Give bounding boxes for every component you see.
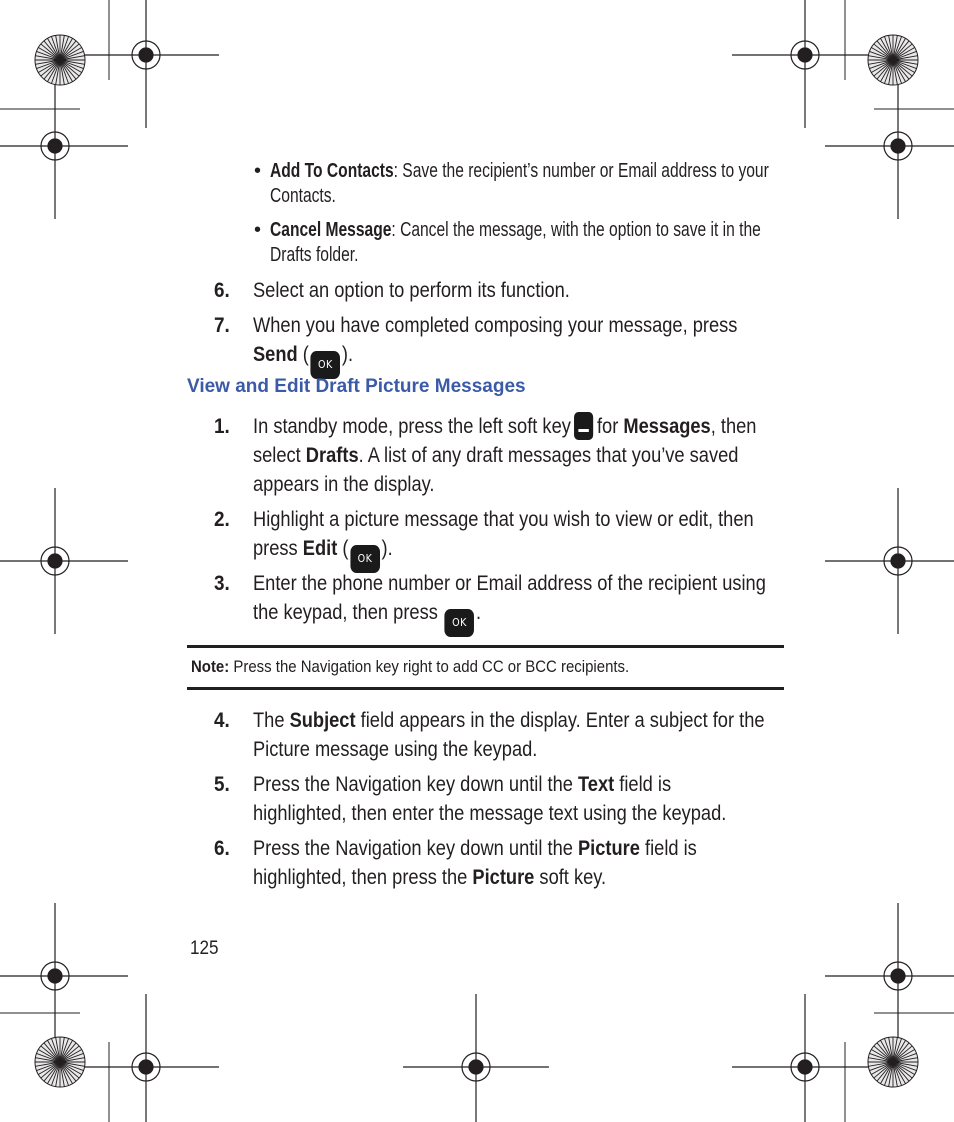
- bullet-text: : Cancel the message, with the option to save it in the: [391, 219, 761, 241]
- step-text: , then: [710, 415, 757, 438]
- step-text: highlighted, then enter the message text using the keypad.: [253, 802, 727, 825]
- step-number: 3.: [214, 572, 230, 595]
- paren-close: ).: [381, 537, 393, 560]
- bullet-dot: •: [254, 219, 262, 241]
- note: [191, 656, 629, 678]
- paren-open: (: [337, 537, 349, 560]
- step-text: highlighted, then press the: [253, 866, 468, 889]
- step-text: . A list of any draft messages that you’ve saved: [358, 444, 739, 467]
- note-rule-bottom: [187, 687, 784, 690]
- drafts-label: Drafts: [305, 444, 359, 467]
- step-text: Press the Navigation key down until the: [253, 837, 573, 860]
- step-number: 5.: [214, 773, 230, 796]
- bullet-text-continued: Drafts folder.: [270, 244, 359, 266]
- step-text: press: [253, 537, 298, 560]
- picture-softkey-label: Picture: [472, 866, 535, 889]
- step-text: Select an option to perform its function.: [253, 279, 570, 302]
- step-text: Enter the phone number or Email address of the recipient using: [253, 572, 766, 595]
- step-text: Press the Navigation key down until the: [253, 773, 573, 796]
- step-number: 2.: [214, 508, 230, 531]
- ok-key-icon: OK: [350, 545, 380, 573]
- step-number: 6.: [214, 279, 230, 302]
- send-label: Send: [253, 343, 298, 366]
- step-text: In standby mode, press the left soft key: [253, 415, 571, 438]
- bullet-text: : Save the recipient’s number or Email address to your: [393, 160, 769, 182]
- paren-close: ).: [341, 343, 354, 366]
- step-text: Highlight a picture message that you wish to view or edit, then: [253, 508, 754, 531]
- section-heading: View and Edit Draft Picture Messages: [187, 376, 526, 397]
- step-number: 4.: [214, 709, 230, 732]
- step-text: the keypad, then press: [253, 601, 438, 624]
- picture-label: Picture: [577, 837, 640, 860]
- ok-key-icon: OK: [311, 351, 341, 379]
- step-text: for: [596, 415, 619, 438]
- paren-open: (: [297, 343, 309, 366]
- bullet-dot: •: [254, 160, 262, 182]
- messages-label: Messages: [623, 415, 711, 438]
- bullet-text-continued: Contacts.: [270, 185, 336, 207]
- step-text: The: [253, 709, 285, 732]
- step-text: Picture message using the keypad.: [253, 738, 538, 761]
- step-number: 6.: [214, 837, 230, 860]
- step-number: 7.: [214, 314, 230, 337]
- step-number: 1.: [214, 415, 230, 438]
- note-rule-top: [187, 645, 784, 648]
- subject-label: Subject: [289, 709, 356, 732]
- step-text: field appears in the display. Enter a subject for the: [360, 709, 765, 732]
- left-soft-key-icon: [574, 412, 593, 440]
- step-text: field is: [619, 773, 672, 796]
- text-label: Text: [577, 773, 615, 796]
- bullet-label: Cancel Message: [270, 219, 392, 241]
- ok-key-icon: OK: [445, 609, 475, 637]
- step-text: soft key.: [539, 866, 607, 889]
- step-text: appears in the display.: [253, 473, 435, 496]
- note-label: Note:: [191, 657, 230, 676]
- step-text: field is: [645, 837, 697, 860]
- step-text: select: [253, 444, 301, 467]
- period: .: [476, 601, 482, 624]
- edit-label: Edit: [302, 537, 338, 560]
- note-text: Press the Navigation key right to add CC or BCC recipients.: [233, 657, 630, 676]
- step-text: When you have completed composing your message, press: [253, 314, 738, 337]
- bullet-label: Add To Contacts: [270, 160, 394, 182]
- page-number: 125: [190, 938, 219, 959]
